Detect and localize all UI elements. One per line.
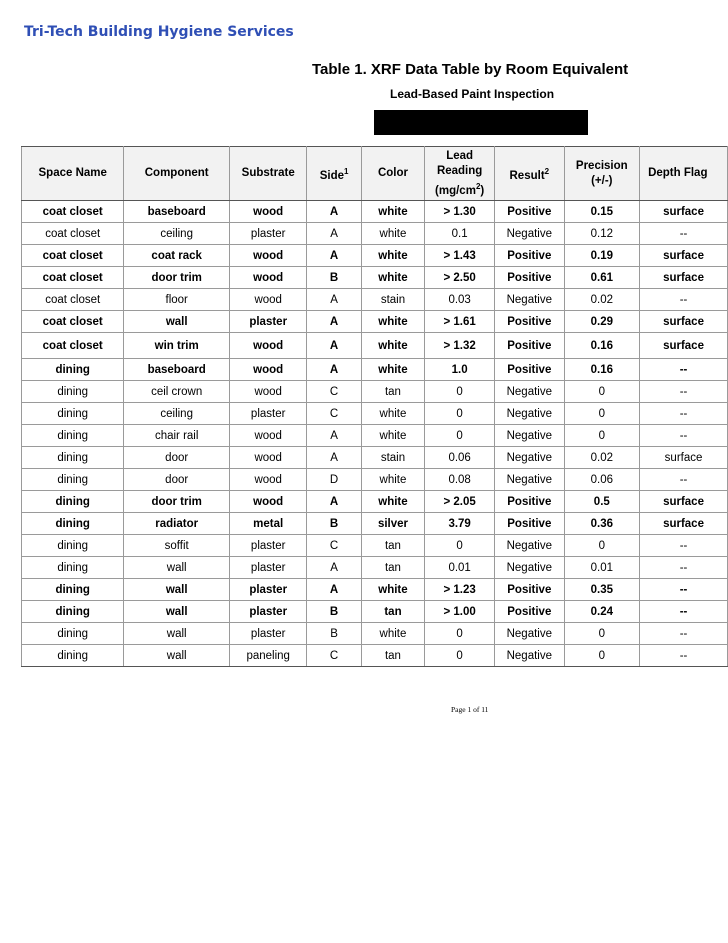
cell-side: A [307, 425, 361, 447]
table-row [22, 311, 728, 333]
cell-substrate: plaster [229, 579, 306, 601]
cell-depth: -- [640, 469, 728, 491]
cell-color: tan [361, 645, 424, 667]
cell-component: wall [124, 601, 230, 623]
header-side-footnote: 1 [344, 166, 349, 176]
cell-reading: 1.0 [425, 359, 495, 381]
cell-substrate: plaster [229, 601, 306, 623]
cell-space: dining [22, 469, 124, 491]
cell-component: ceiling [124, 403, 230, 425]
cell-component: wall [124, 645, 230, 667]
cell-precision: 0.02 [564, 289, 640, 311]
cell-depth: -- [640, 535, 728, 557]
cell-space: coat closet [22, 289, 124, 311]
cell-depth: surface [640, 447, 728, 469]
header-lead-unit-close: ) [480, 184, 485, 197]
header-precision-line2: (+/-) [591, 174, 613, 187]
table-row [22, 425, 728, 447]
cell-substrate: wood [229, 201, 306, 223]
cell-precision: 0.12 [564, 223, 640, 245]
cell-reading: > 1.61 [425, 311, 495, 333]
cell-color: white [361, 469, 424, 491]
cell-substrate: wood [229, 245, 306, 267]
cell-result: Positive [495, 601, 564, 623]
cell-result: Positive [495, 311, 564, 333]
cell-result: Negative [495, 223, 564, 245]
table-row [22, 535, 728, 557]
cell-reading: > 2.50 [425, 267, 495, 289]
header-lead-line3 [425, 179, 494, 199]
cell-reading: 0.03 [425, 289, 495, 311]
cell-space: coat closet [22, 311, 124, 333]
table-row [22, 601, 728, 623]
cell-precision: 0 [564, 403, 640, 425]
cell-depth: surface [640, 513, 728, 535]
table-row [22, 381, 728, 403]
cell-result: Negative [495, 623, 564, 645]
table-row [22, 623, 728, 645]
cell-depth: -- [640, 623, 728, 645]
cell-result: Negative [495, 557, 564, 579]
cell-substrate: paneling [229, 645, 306, 667]
cell-color: white [361, 201, 424, 223]
table-body [22, 201, 728, 667]
cell-component: door [124, 469, 230, 491]
cell-substrate: wood [229, 267, 306, 289]
cell-substrate: wood [229, 469, 306, 491]
cell-reading: 0 [425, 645, 495, 667]
cell-depth: surface [640, 311, 728, 333]
cell-depth: surface [640, 491, 728, 513]
cell-precision: 0.01 [564, 557, 640, 579]
cell-space: dining [22, 447, 124, 469]
table-row [22, 579, 728, 601]
cell-precision: 0.5 [564, 491, 640, 513]
cell-depth: -- [640, 381, 728, 403]
cell-side: A [307, 245, 361, 267]
cell-component: wall [124, 311, 230, 333]
cell-side: A [307, 491, 361, 513]
cell-substrate: wood [229, 289, 306, 311]
cell-space: dining [22, 491, 124, 513]
cell-depth: -- [640, 645, 728, 667]
cell-space: coat closet [22, 223, 124, 245]
cell-reading: 3.79 [425, 513, 495, 535]
cell-component: wall [124, 623, 230, 645]
header-component: Component [124, 147, 230, 201]
cell-color: white [361, 311, 424, 333]
cell-space: dining [22, 645, 124, 667]
cell-color: white [361, 403, 424, 425]
cell-color: stain [361, 289, 424, 311]
redaction-bar [374, 110, 588, 135]
header-side-label: Side [319, 169, 344, 182]
cell-depth: -- [640, 579, 728, 601]
cell-reading: 0.08 [425, 469, 495, 491]
header-precision-line1: Precision [575, 159, 628, 172]
cell-substrate: plaster [229, 535, 306, 557]
cell-depth: -- [640, 425, 728, 447]
cell-component: floor [124, 289, 230, 311]
cell-substrate: wood [229, 491, 306, 513]
cell-space: dining [22, 579, 124, 601]
cell-reading: > 1.32 [425, 333, 495, 359]
cell-depth: -- [640, 601, 728, 623]
cell-precision: 0.29 [564, 311, 640, 333]
table-row [22, 491, 728, 513]
cell-side: B [307, 623, 361, 645]
cell-reading: 0 [425, 425, 495, 447]
cell-substrate: plaster [229, 557, 306, 579]
cell-substrate: wood [229, 447, 306, 469]
cell-side: C [307, 645, 361, 667]
cell-space: coat closet [22, 201, 124, 223]
cell-substrate: plaster [229, 403, 306, 425]
header-lead-line1: Lead [446, 149, 474, 162]
cell-component: door [124, 447, 230, 469]
cell-reading: 0.1 [425, 223, 495, 245]
cell-side: B [307, 601, 361, 623]
cell-component: wall [124, 557, 230, 579]
cell-precision: 0.06 [564, 469, 640, 491]
cell-side: C [307, 403, 361, 425]
cell-result: Negative [495, 447, 564, 469]
cell-substrate: wood [229, 425, 306, 447]
table-row [22, 201, 728, 223]
cell-color: white [361, 359, 424, 381]
cell-reading: 0 [425, 535, 495, 557]
table-row [22, 267, 728, 289]
table-row [22, 333, 728, 359]
table-row [22, 223, 728, 245]
cell-component: baseboard [124, 359, 230, 381]
cell-precision: 0.16 [564, 359, 640, 381]
cell-result: Positive [495, 201, 564, 223]
cell-component: ceil crown [124, 381, 230, 403]
table-row [22, 403, 728, 425]
cell-color: tan [361, 535, 424, 557]
header-depth-flag: Depth Flag [640, 147, 728, 201]
cell-result: Positive [495, 491, 564, 513]
cell-color: white [361, 623, 424, 645]
cell-precision: 0 [564, 623, 640, 645]
cell-side: B [307, 513, 361, 535]
cell-space: coat closet [22, 333, 124, 359]
cell-reading: 0 [425, 403, 495, 425]
header-side [307, 147, 361, 201]
cell-component: win trim [124, 333, 230, 359]
cell-precision: 0.02 [564, 447, 640, 469]
cell-component: ceiling [124, 223, 230, 245]
cell-reading: > 1.30 [425, 201, 495, 223]
header-result-label: Result [509, 169, 545, 182]
cell-precision: 0.61 [564, 267, 640, 289]
cell-reading: > 2.05 [425, 491, 495, 513]
cell-result: Positive [495, 513, 564, 535]
header-lead-unit: (mg/cm [435, 184, 476, 197]
cell-precision: 0.15 [564, 201, 640, 223]
cell-depth: surface [640, 267, 728, 289]
cell-component: chair rail [124, 425, 230, 447]
cell-space: dining [22, 557, 124, 579]
cell-side: A [307, 557, 361, 579]
header-substrate: Substrate [229, 147, 306, 201]
cell-side: B [307, 267, 361, 289]
cell-precision: 0 [564, 535, 640, 557]
cell-space: dining [22, 535, 124, 557]
cell-result: Negative [495, 289, 564, 311]
cell-result: Negative [495, 381, 564, 403]
cell-space: coat closet [22, 267, 124, 289]
cell-precision: 0 [564, 381, 640, 403]
header-space-name: Space Name [22, 147, 124, 201]
cell-color: white [361, 491, 424, 513]
cell-space: dining [22, 513, 124, 535]
cell-result: Negative [495, 425, 564, 447]
table-row [22, 447, 728, 469]
cell-side: A [307, 223, 361, 245]
cell-precision: 0.24 [564, 601, 640, 623]
cell-result: Negative [495, 535, 564, 557]
cell-side: C [307, 535, 361, 557]
cell-result: Negative [495, 403, 564, 425]
header-precision [564, 147, 640, 201]
cell-color: white [361, 425, 424, 447]
cell-component: wall [124, 579, 230, 601]
cell-substrate: plaster [229, 623, 306, 645]
cell-depth: -- [640, 289, 728, 311]
cell-side: A [307, 359, 361, 381]
cell-substrate: metal [229, 513, 306, 535]
cell-result: Positive [495, 359, 564, 381]
cell-depth: surface [640, 201, 728, 223]
cell-substrate: wood [229, 359, 306, 381]
cell-space: dining [22, 403, 124, 425]
xrf-data-table [21, 146, 728, 667]
cell-side: D [307, 469, 361, 491]
cell-depth: -- [640, 403, 728, 425]
cell-result: Positive [495, 333, 564, 359]
cell-side: A [307, 311, 361, 333]
cell-substrate: wood [229, 333, 306, 359]
cell-color: white [361, 223, 424, 245]
cell-reading: > 1.23 [425, 579, 495, 601]
cell-color: white [361, 579, 424, 601]
header-result [495, 147, 564, 201]
cell-substrate: plaster [229, 223, 306, 245]
cell-reading: 0.01 [425, 557, 495, 579]
table-row [22, 513, 728, 535]
cell-result: Negative [495, 645, 564, 667]
header-result-footnote: 2 [544, 166, 550, 176]
cell-reading: > 1.00 [425, 601, 495, 623]
cell-space: dining [22, 359, 124, 381]
cell-depth: -- [640, 223, 728, 245]
cell-space: dining [22, 381, 124, 403]
cell-space: dining [22, 601, 124, 623]
cell-space: coat closet [22, 245, 124, 267]
table-row [22, 359, 728, 381]
cell-space: dining [22, 425, 124, 447]
cell-result: Positive [495, 267, 564, 289]
cell-result: Positive [495, 579, 564, 601]
cell-depth: -- [640, 557, 728, 579]
cell-reading: 0.06 [425, 447, 495, 469]
cell-color: white [361, 333, 424, 359]
cell-component: baseboard [124, 201, 230, 223]
cell-color: tan [361, 557, 424, 579]
table-row [22, 557, 728, 579]
table-row [22, 469, 728, 491]
cell-depth: surface [640, 333, 728, 359]
cell-side: C [307, 381, 361, 403]
header-lead-line2: Reading [436, 164, 483, 177]
cell-component: door trim [124, 491, 230, 513]
cell-color: tan [361, 381, 424, 403]
cell-space: dining [22, 623, 124, 645]
cell-result: Negative [495, 469, 564, 491]
cell-side: A [307, 333, 361, 359]
cell-precision: 0.16 [564, 333, 640, 359]
cell-precision: 0.35 [564, 579, 640, 601]
cell-color: stain [361, 447, 424, 469]
cell-substrate: wood [229, 381, 306, 403]
cell-depth: -- [640, 359, 728, 381]
cell-substrate: plaster [229, 311, 306, 333]
cell-precision: 0.19 [564, 245, 640, 267]
page-number: Page 1 of 11 [451, 705, 489, 714]
cell-component: soffit [124, 535, 230, 557]
cell-depth: surface [640, 245, 728, 267]
cell-side: A [307, 289, 361, 311]
cell-reading: > 1.43 [425, 245, 495, 267]
header-lead-unit-exp: 2 [475, 181, 481, 191]
cell-reading: 0 [425, 381, 495, 403]
cell-precision: 0 [564, 425, 640, 447]
cell-side: A [307, 447, 361, 469]
table-row [22, 245, 728, 267]
table-row [22, 289, 728, 311]
cell-component: radiator [124, 513, 230, 535]
cell-precision: 0.36 [564, 513, 640, 535]
cell-component: door trim [124, 267, 230, 289]
cell-side: A [307, 201, 361, 223]
company-name: Tri-Tech Building Hygiene Services [24, 24, 294, 40]
header-row [22, 147, 728, 201]
header-lead-reading [425, 147, 495, 201]
cell-color: silver [361, 513, 424, 535]
table-row [22, 645, 728, 667]
cell-side: A [307, 579, 361, 601]
cell-color: white [361, 267, 424, 289]
cell-reading: 0 [425, 623, 495, 645]
cell-color: white [361, 245, 424, 267]
table-title: Table 1. XRF Data Table by Room Equivalent [312, 61, 629, 78]
cell-result: Positive [495, 245, 564, 267]
cell-color: tan [361, 601, 424, 623]
cell-precision: 0 [564, 645, 640, 667]
header-color: Color [361, 147, 424, 201]
table-subtitle: Lead-Based Paint Inspection [390, 87, 555, 101]
cell-component: coat rack [124, 245, 230, 267]
